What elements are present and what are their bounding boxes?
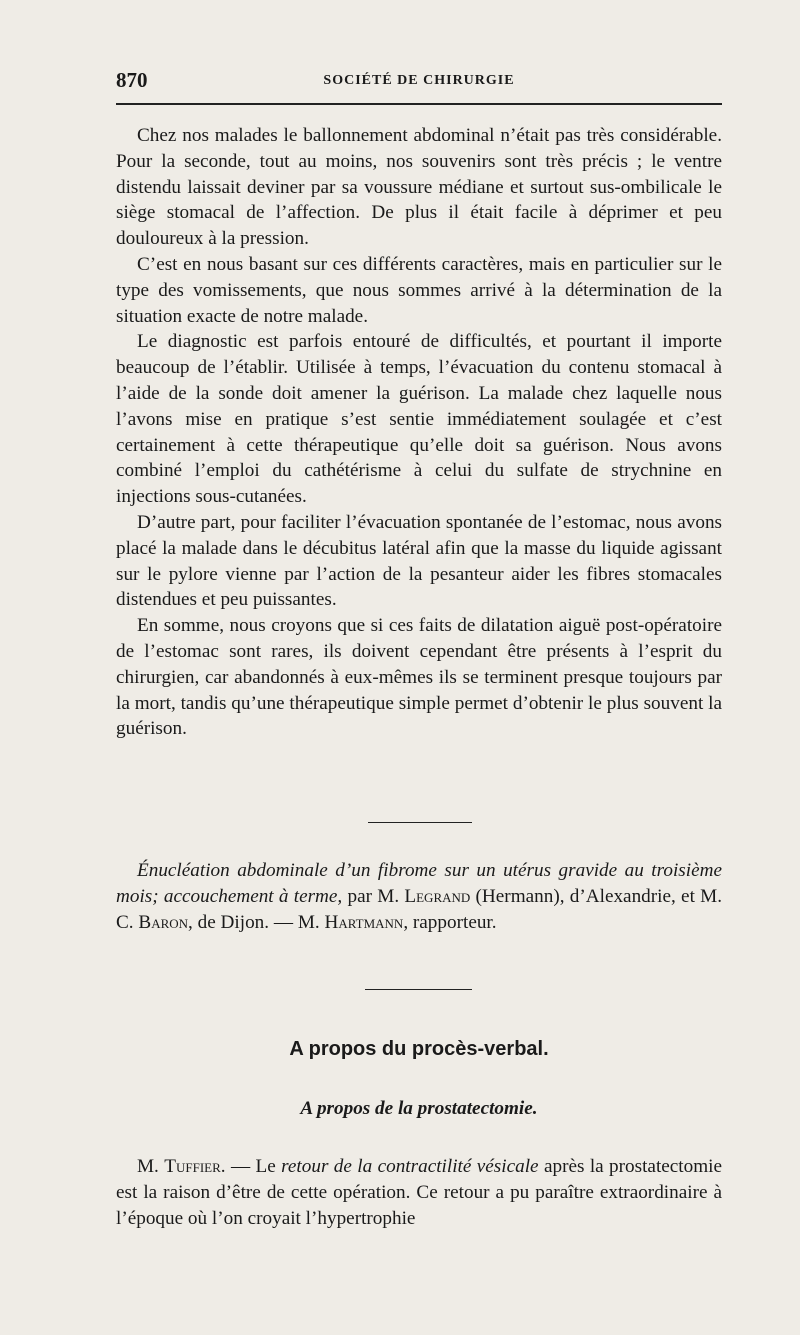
author-name: Baron [138, 912, 189, 933]
paragraph [116, 1154, 722, 1232]
rapporteur-name: Hartmann [324, 912, 404, 933]
section-subheading: A propos de la prostatectomie. [300, 1098, 538, 1119]
paragraph: Le diagnostic est parfois entouré de difficultés, et pourtant il importe beaucoup de l’établir. Utilisée à temps, l’évacuation du contenu stomacal à l’aide de la sonde doit amener la guérison. La malade chez laquelle nous l’avons mise en pratique s’est sentie immédiatement soulagée et c’est certainement à cette thérapeutique qu’elle doit sa guérison. Nous avons combiné l’emploi du cathétérisme à celui du sulfate de strychnine en injections sous-cutanées. [116, 331, 722, 508]
notice-by: par M. [347, 886, 400, 907]
paragraph: En somme, nous croyons que si ces faits de dilatation aiguë post-opératoire de l’estomac sont rares, ils doivent cependant être présents à l’esprit du chirurgien, car abandonnés à eux-mêmes ils se terminent presque toujours par la mort, tandis qu’une thérapeutique simple permet d’obtenir le plus souvent la guérison. [116, 615, 722, 740]
section-divider [368, 822, 472, 823]
author-detail: , de Dijon. — M. [188, 912, 320, 933]
rapporteur-detail: , rapporteur. [403, 912, 497, 933]
notice-title: Énucléation abdominale d’un fibrome sur un utérus gravide au troisième mois; accouchement à terme, [116, 860, 722, 907]
italic-phrase: retour de la contractilité vésicale [281, 1156, 539, 1177]
speaker-prefix: M. [137, 1156, 159, 1177]
body-text [116, 123, 722, 742]
section-divider [365, 989, 472, 990]
notice-paragraph [116, 858, 722, 936]
speaker-dash: . — Le [220, 1156, 276, 1177]
running-title: SOCIÉTÉ DE CHIRURGIE [323, 73, 515, 88]
section-heading: A propos du procès-verbal. [289, 1038, 549, 1060]
paragraph-text: après la prostatectomie est la raison d’être de cette opération. Ce retour a pu paraître extraordinaire à l’époque où l’on croyait l’hypertrophie [116, 1156, 723, 1229]
page-number: 870 [116, 68, 148, 92]
paragraph: D’autre part, pour faciliter l’évacuation spontanée de l’estomac, nous avons placé la malade dans le décubitus latéral afin que la masse du liquide agissant sur le pylore vienne par l’action de la pesanteur aider les fibres stomacales distendues et peu puissantes. [116, 511, 722, 611]
speaker-name: Tuffier [164, 1156, 221, 1177]
page-header [116, 66, 722, 94]
author-detail: (Hermann), d’Alexandrie, et M. C. [116, 886, 723, 933]
author-name: Legrand [404, 886, 471, 907]
paragraph: Chez nos malades le ballonnement abdominal n’était pas très considérable. Pour la seconde, tout au moins, nos souvenirs sont très précis ; le ventre distendu laissait deviner par sa voussure médiane et surtout sus-ombilicale le siège stomacal de l’affection. De plus il était facile à déprimer et peu douloureux à la pression. [116, 125, 722, 250]
header-rule [116, 103, 722, 105]
paragraph: C’est en nous basant sur ces différents caractères, mais en particulier sur le type des vomissements, que nous sommes arrivé à la détermination de la situation exacte de notre malade. [116, 253, 722, 327]
